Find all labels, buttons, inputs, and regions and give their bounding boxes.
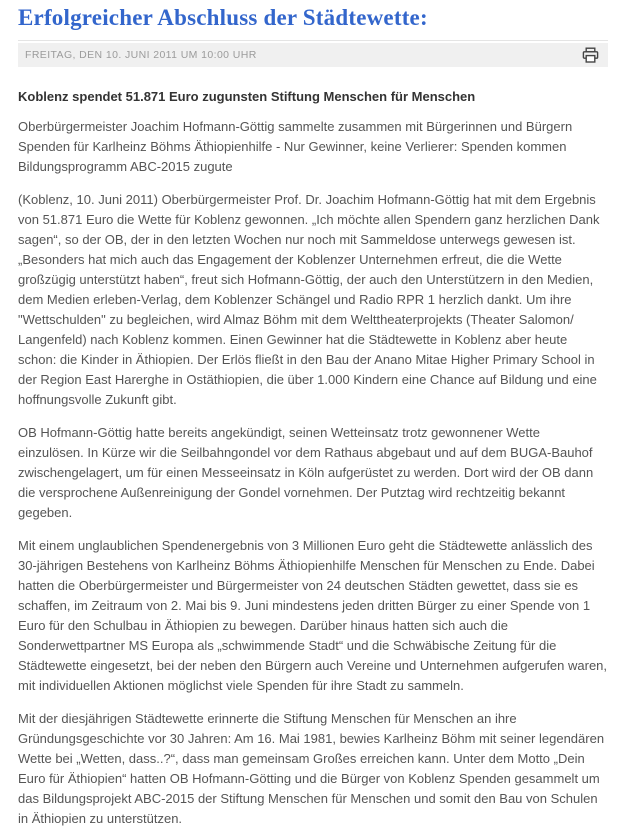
article-paragraph: Mit einem unglaublichen Spendenergebnis von 3 Millionen Euro geht die Städtewette anlässlich des 30-jährigen Bestehens von Karlheinz Böhms Äthiopienhilfe Menschen für Menschen zu Ende. Dabei hatten die Oberbürgermeister und Bürgermeister von 24 deutschen Städten gewettet, dass sie es schaffen, im Zeitraum von 2. Mai bis 9. Juni mindestens jeden dritten Bürger zu einer Spende von 1 Euro für den Schulbau in Äthiopien zu bewegen. Darüber hinaus hatten sich auch die Sonderwettpartner MS Europa als „schwimmende Stadt“ und die Schwäbische Zeitung für die Städtewette eingesetzt, bei der neben den Bürgern auch Vereine und Unternehmen aufgerufen waren, mit individuellen Aktionen möglichst viele Spenden für ihre Stadt zu sammeln. (18, 538, 608, 693)
article-body (18, 89, 608, 829)
article-paragraph: (Koblenz, 10. Juni 2011) Oberbürgermeister Prof. Dr. Joachim Hofmann-Göttig hat mit dem Ergebnis von 51.871 Euro die Wette für Koblenz gewonnen. „Ich möchte allen Spendern ganz herzlichen Dank sagen“, so der OB, der in den letzten Wochen nur noch mit Sammeldose unterwegs gewesen ist. „Besonders hat mich auch das Engagement der Koblenzer Unternehmen erfreut, die die Wette großzügig unterstützt haben“, freut sich Hofmann-Göttig, der auch den Unterstützern in den Medien, dem Medien erleben-Verlag, dem Koblenzer Schängel und Radio RPR 1 herzlich dankt. Um ihre "Wettschulden" zu begleichen, wird Almaz Böhm mit dem Welttheaterprojekts (Theater Salomon/ Langenfeld) nach Koblenz kommen. Einen Gewinner hat die Städtewette in Koblenz aber heute schon: die Kinder in Äthiopien. Der Erlös fließt in den Bau der Anano Mitae Higher Primary School in der Region East Harerghe in Ostäthiopien, die über 1.000 Kindern eine Chance auf Bildung und eine hoffnungsvolle Zukunft gibt. (18, 192, 600, 407)
article-paragraph: Mit der diesjährigen Städtewette erinnerte die Stiftung Menschen für Menschen an ihre Gründungsgeschichte vor 30 Jahren: Am 16. Mai 1981, bewies Karlheinz Böhm mit seiner legendären Wette bei „Wetten, dass..?“, dass man gemeinsam Großes erreichen kann. Unter dem Motto „Dein Euro für Äthiopien“ hatten OB Hofmann-Götting und die Bürger von Koblenz Spenden gesammelt um das Bildungsprojekt ABC-2015 der Stiftung Menschen für Menschen und somit den Bau von Schulen in Äthiopien zu unterstützen. (18, 711, 605, 826)
page-title[interactable]: Erfolgreicher Abschluss der Städtewette: (18, 5, 608, 41)
meta-bar (18, 43, 608, 67)
print-button[interactable] (581, 46, 599, 64)
printer-icon (582, 47, 599, 64)
article-paragraph: OB Hofmann-Göttig hatte bereits angekündigt, seinen Wetteinsatz trotz gewonnener Wette einzulösen. In Kürze wir die Seilbahngondel vor dem Rathaus abgebaut und auf dem BUGA-Bauhof zwischengelagert, um für einen Messeeinsatz in Köln aufgerüstet zu werden. Dort wird der OB dann die versprochene Außenreinigung der Gondel vornehmen. Der Putztag wird rechtzeitig bekannt gegeben. (18, 425, 594, 520)
publish-date: FREITAG, DEN 10. JUNI 2011 UM 10:00 UHR (25, 49, 257, 61)
article-subheading: Koblenz spendet 51.871 Euro zugunsten Stiftung Menschen für Menschen (18, 89, 476, 104)
article-lead-paragraph: Oberbürgermeister Joachim Hofmann-Göttig sammelte zusammen mit Bürgerinnen und Bürgern Spenden für Karlheinz Böhms Äthiopienhilfe - Nur Gewinner, keine Verlierer: Spenden kommen Bildungsprogramm ABC-2015 zugute (18, 119, 573, 174)
